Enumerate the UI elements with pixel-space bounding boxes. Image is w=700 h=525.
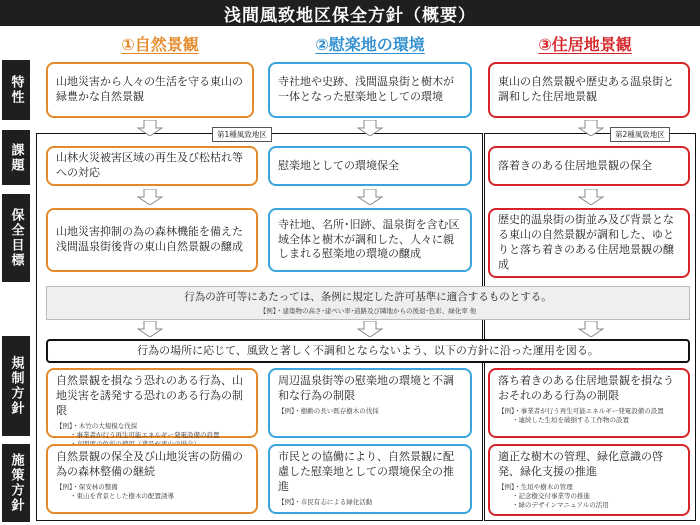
arrow-down-icon xyxy=(137,189,163,205)
permit-example: 【例】・建築物の高さ･建ぺい率･道路及び隣地からの後退･色彩、緑化率 他 xyxy=(259,306,477,315)
side-label-issues: 課題 xyxy=(2,130,30,185)
trait-residential-box xyxy=(488,62,690,118)
column-heading-residential: ③住居地景観 xyxy=(538,34,632,54)
goal-natural-box xyxy=(46,208,258,272)
trait-natural-text: 山地災害から人々の生活を守る東山の緑豊かな自然景観 xyxy=(56,75,243,103)
measure-recreation-box xyxy=(268,444,472,514)
regulation-recreation-text: 周辺温泉街等の慰楽地の環境と不調和な行為の制限 xyxy=(278,374,454,402)
trait-recreation-text: 寺社地や史跡、浅間温泉街と樹木が一体となった慰楽地としての環境 xyxy=(278,75,454,103)
goal-natural-text: 山地災害抑制の為の森林機能を備えた浅間温泉街後背の東山自然景観の醸成 xyxy=(56,225,243,253)
measure-natural-examples: 【例】・保安林の整備 ・東山を背景とした樹木の配置誘導 xyxy=(56,482,174,500)
measure-residential-examples: 【例】・生垣や樹木の管理 ・記念樹交付事業等の推進 ・緑のデザインマニュアルの活用 xyxy=(498,482,609,509)
goal-recreation-box xyxy=(268,208,472,272)
issue-natural-box xyxy=(46,146,258,186)
issue-residential-text: 落着きのある住居地景観の保全 xyxy=(498,158,652,172)
regulation-recreation-examples: 【例】・樹齢の長い既存樹木の伐採 xyxy=(278,406,379,415)
measure-residential-text: 適正な樹木の管理、緑化意識の啓発、緑化支援の推進 xyxy=(498,450,663,478)
regulation-residential-box xyxy=(488,368,690,438)
column-heading-recreation: ②慰楽地の環境 xyxy=(315,34,425,54)
operation-band xyxy=(46,339,690,363)
regulation-recreation-box xyxy=(268,368,472,438)
trait-recreation-box xyxy=(268,62,472,118)
side-label-goals: 保全目標 xyxy=(2,194,30,282)
side-label-regulation: 規制方針 xyxy=(2,336,30,436)
measure-residential-box xyxy=(488,444,690,516)
trait-residential-text: 東山の自然景観や歴史ある温泉街と調和した住居地景観 xyxy=(498,75,674,103)
zone1-label: 第1種風致地区 xyxy=(212,127,272,142)
operation-text: 行為の場所に応じて、風致と著しく不調和とならないよう、以下の方針に沿った運用を図る。 xyxy=(137,343,599,357)
measure-natural-box xyxy=(46,444,258,514)
measure-recreation-examples: 【例】・市民有志による緑化活動 xyxy=(278,497,373,506)
issue-recreation-box xyxy=(268,146,472,186)
arrow-down-icon xyxy=(578,189,604,205)
arrow-down-icon xyxy=(357,120,383,136)
side-label-measures: 施策方針 xyxy=(2,444,30,522)
permit-text: 行為の許可等にあたっては、条例に規定した許可基準に適合するものとする。 xyxy=(184,291,552,304)
arrow-down-icon xyxy=(578,321,604,337)
arrow-down-icon xyxy=(137,321,163,337)
issue-recreation-text: 慰楽地としての環境保全 xyxy=(278,158,399,172)
permit-band xyxy=(46,286,690,320)
page-title: 浅間風致地区保全方針（概要） xyxy=(0,0,700,26)
issue-residential-box xyxy=(488,146,690,186)
column-heading-natural: ①自然景観 xyxy=(121,34,199,54)
goal-recreation-text: 寺社地、名所･旧跡、温泉街を含む区域全体と樹木が調和した、人々に親しまれる慰楽地の環境の醸成 xyxy=(278,217,460,261)
measure-natural-text: 自然景観の保全及び山地災害の防備の為の森林整備の継続 xyxy=(56,450,243,478)
measure-recreation-text: 市民との協働により、自然景観に配慮した慰楽地としての環境保全の推進 xyxy=(278,450,454,493)
arrow-down-icon xyxy=(137,120,163,136)
goal-residential-text: 歴史的温泉街の街並み及び背景となる東山の自然景観が調和した、ゆとりと落ち着きのある住居地景観の醸成 xyxy=(498,213,674,271)
arrow-down-icon xyxy=(357,189,383,205)
arrow-down-icon xyxy=(357,321,383,337)
arrow-down-icon xyxy=(578,120,604,136)
trait-natural-box xyxy=(46,62,254,118)
regulation-natural-examples: 【例】・木竹の大規模な伐採 ・事業者が行う再生可能エネルギー発電設備の設置 xyxy=(56,421,220,439)
goal-residential-box xyxy=(488,208,690,278)
regulation-natural-text: 自然景観を損なう恐れのある行為、山地災害を誘発する恐れのある行為の制限 xyxy=(56,374,243,417)
issue-natural-text: 山林火災被害区域の再生及び松枯れ等への対応 xyxy=(56,151,243,179)
zone2-label: 第2種風致地区 xyxy=(610,127,670,142)
side-label-traits: 特性 xyxy=(2,60,30,120)
regulation-natural-box xyxy=(46,368,258,438)
regulation-residential-text: 落ち着きのある住居地景観を損なうおそれのある行為の制限 xyxy=(498,374,674,402)
regulation-residential-examples: 【例】・事業者が行う再生可能エネルギー発電設備の設置 ・連続した生垣を破損する工作物の設置 xyxy=(498,406,664,424)
